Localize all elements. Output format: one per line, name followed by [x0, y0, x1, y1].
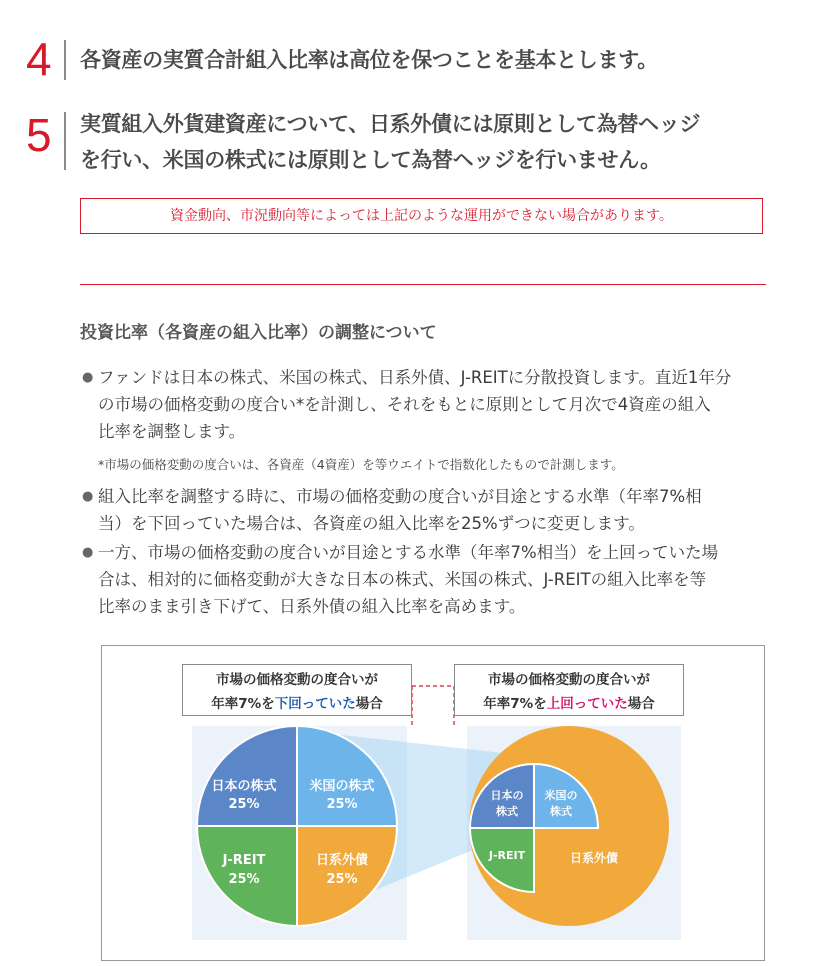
bullet-item: [82, 364, 772, 445]
right-caption-highlight: 上回っていた: [546, 696, 628, 712]
right-caption-line2: [455, 692, 683, 716]
section-title: 投資比率（各資産の組入比率）の調整について: [80, 323, 437, 343]
point-line: 各資産の実質合計組入比率は高位を保つことを基本とします。: [80, 48, 658, 72]
left-value-jreit: 25%: [228, 872, 260, 887]
bullet-item: [82, 483, 772, 537]
notice-text: 資金動向、市況動向等によっては上記のような運用ができない場合があります。: [170, 208, 673, 224]
left-label-jreit: J-REIT: [222, 853, 266, 868]
right-label-jreit: J-REIT: [488, 849, 526, 862]
left-caption-line1: 市場の価格変動の度合いが: [216, 672, 378, 688]
right-caption-suffix: 場合: [627, 696, 655, 712]
right-caption: [454, 664, 684, 716]
bullet-dot-icon: ●: [82, 370, 94, 385]
point-text-5: [80, 106, 700, 178]
bullet-text: [82, 364, 772, 445]
bullet-line: 組入比率を調整する時に、市場の価格変動の度合いが目途とする水準（年率7%相: [98, 487, 702, 506]
point-line: 実質組入外貨建資産について、日系外債には原則として為替ヘッジ: [80, 112, 701, 136]
bullet-line: 一方、市場の価格変動の度合いが目途とする水準（年率7%相当）を上回っていた場: [98, 543, 719, 562]
point-divider: [64, 40, 66, 80]
point-divider: [64, 112, 66, 170]
left-caption-highlight: 下回っていた: [274, 696, 356, 712]
left-label-japan: 日本の株式: [211, 779, 277, 794]
notice-box: [80, 198, 763, 234]
left-caption-suffix: 場合: [355, 696, 383, 712]
bullet-line: 当）を下回っていた場合は、各資産の組入比率を25%ずつに変更します。: [98, 514, 645, 533]
bullet-text: [82, 483, 772, 537]
left-value-us: 25%: [326, 797, 358, 812]
left-label-us: 米国の株式: [309, 779, 375, 794]
bullet-line: 比率を調整します。: [98, 422, 246, 441]
footnote: *市場の価格変動の度合いは、各資産（4資産）を等ウエイトで指数化したもので計測します。: [98, 457, 624, 472]
point-line: を行い、米国の株式には原則として為替ヘッジを行いません。: [80, 148, 661, 172]
point-text-4: [80, 42, 658, 78]
right-label-japan-2: 株式: [496, 805, 518, 818]
allocation-diagram: [101, 645, 765, 961]
right-caption-prefix: 年率7%を: [483, 696, 547, 712]
point-number-5: 5: [26, 109, 52, 161]
point-number-4: 4: [26, 33, 52, 85]
bullet-line: 比率のまま引き下げて、日系外債の組入比率を高めます。: [98, 597, 526, 616]
bullet-line: の市場の価格変動の度合い*を計測し、それをもとに原則として月次で4資産の組入: [98, 395, 711, 414]
right-label-us-1: 米国の: [544, 789, 578, 802]
left-label-bonds: 日系外債: [315, 853, 369, 868]
left-caption-line2: [183, 692, 411, 716]
left-value-japan: 25%: [228, 797, 260, 812]
bullet-dot-icon: ●: [82, 489, 94, 504]
bullet-line: 合は、相対的に価格変動が大きな日本の株式、米国の株式、J-REITの組入比率を等: [98, 570, 707, 589]
right-caption-line1: 市場の価格変動の度合いが: [488, 672, 650, 688]
section-divider: [80, 284, 766, 285]
right-label-japan-1: 日本の: [490, 789, 524, 802]
bullet-dot-icon: ●: [82, 545, 94, 560]
right-label-us-2: 株式: [550, 805, 572, 818]
bullet-text: [82, 539, 772, 620]
left-caption-prefix: 年率7%を: [211, 696, 275, 712]
bullet-line: ファンドは日本の株式、米国の株式、日系外債、J-REITに分散投資します。直近1年分: [98, 368, 732, 387]
left-value-bonds: 25%: [326, 872, 358, 887]
bullet-item: [82, 539, 772, 620]
left-caption: [182, 664, 412, 716]
right-label-bonds: 日系外債: [569, 851, 619, 865]
